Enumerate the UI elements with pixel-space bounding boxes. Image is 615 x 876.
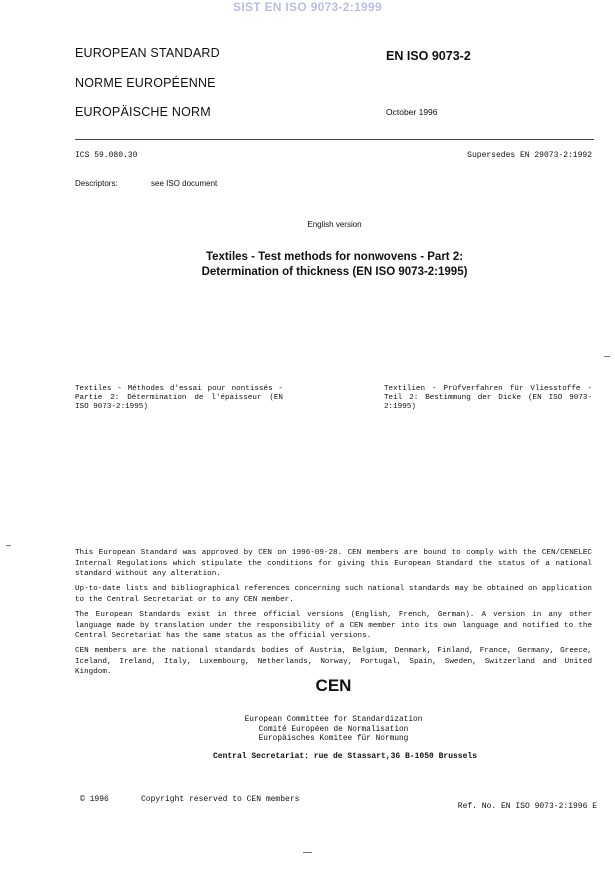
central-secretariat: Central Secretariat: rue de Stassart,36 B-1050 Brussels — [212, 752, 478, 761]
cen-name-fr: Comité Européen de Normalisation — [258, 725, 409, 734]
title-line-1: Textiles - Test methods for nonwovens - Part 2: — [205, 251, 464, 263]
versions-paragraph: The European Standards exist in three official versions (English, French, German). A version in any other language made by translation under the responsibility of a CEN member into its own language and notified to the Central Secretariat has the same status as the official versions. — [75, 611, 592, 640]
french-title: Textiles - Méthodes d'essai pour nontissés - Partie 2: Détermination de l'épaisseur (EN ISO 9073-2:1995) — [75, 385, 283, 411]
approval-paragraph: This European Standard was approved by CEN on 1996-09-28. CEN members are bound to comply with the CEN/CENELEC Internal Regulations which stipulate the conditions for giving this European Standard the status of a national standard without any alteration. — [75, 549, 592, 578]
ics-code: ICS 59.080.30 — [75, 151, 138, 160]
publication-date: October 1996 — [386, 107, 438, 117]
header-line-en: EUROPEAN STANDARD — [75, 46, 220, 60]
scan-mark — [303, 852, 312, 853]
reference-number: Ref. No. EN ISO 9073-2:1996 E — [457, 802, 597, 811]
standard-number: EN ISO 9073-2 — [386, 49, 471, 63]
descriptors-value: see ISO document — [151, 179, 218, 188]
cen-logo: CEN — [315, 676, 352, 695]
header-line-fr: NORME EUROPÉENNE — [75, 76, 216, 90]
copyright-year: © 1996 — [80, 795, 109, 804]
references-paragraph: Up-to-date lists and bibliographical references concerning such national standards may be obtained on application to the Central Secretariat or to any CEN member. — [75, 585, 592, 604]
scan-mark — [604, 356, 610, 357]
title-line-2: Determination of thickness (EN ISO 9073-2:1995) — [201, 266, 468, 278]
cen-names — [75, 716, 592, 745]
members-paragraph: CEN members are the national standards bodies of Austria, Belgium, Denmark, Finland, France, Germany, Greece, Iceland, Ireland, Italy, Luxembourg, Netherlands, Norway, Portugal, Spain, Sweden, Switzerland and United Kingdom. — [75, 647, 592, 676]
supersedes: Supersedes EN 29073-2:1992 — [467, 151, 592, 160]
scan-mark — [6, 545, 11, 546]
copyright-text: Copyright reserved to CEN members — [141, 795, 300, 804]
document-title — [75, 250, 594, 280]
german-title: Textilien - Prüfverfahren für Vliesstoffe - Teil 2: Bestimmung der Dicke (EN ISO 9073-2:1995) — [384, 385, 592, 411]
version-label: English version — [307, 220, 362, 229]
cen-name-en: European Committee for Standardization — [244, 716, 423, 724]
header-line-de: EUROPÄISCHE NORM — [75, 105, 211, 119]
cen-name-de: Europäisches Komitee für Normung — [258, 735, 409, 743]
watermark: SIST EN ISO 9073-2:1999 — [233, 0, 382, 14]
header-divider — [75, 139, 594, 140]
descriptors-label: Descriptors: — [75, 179, 118, 188]
